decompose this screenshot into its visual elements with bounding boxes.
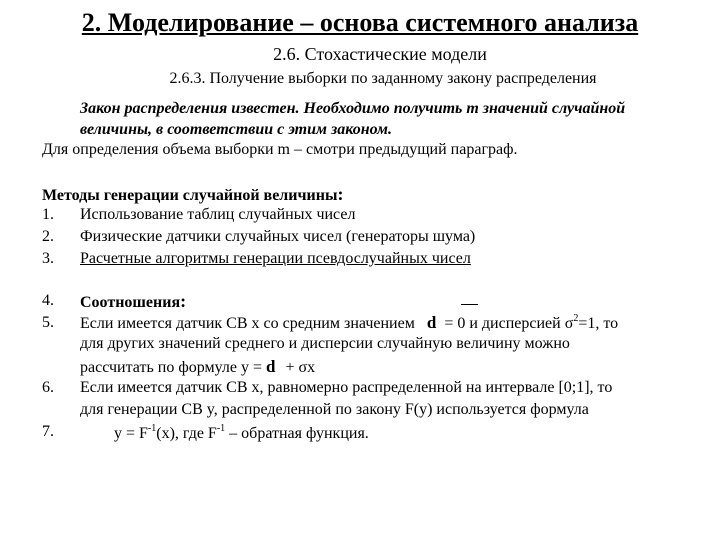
relations-heading-text: Соотношения bbox=[80, 294, 181, 311]
item5-line-2: для других значений среднего и дисперсии случайную величину можно bbox=[80, 335, 570, 352]
formula-part-b: (x), где F bbox=[156, 425, 217, 442]
list-item: Использование таблиц случайных чисел bbox=[80, 206, 356, 223]
methods-heading bbox=[42, 184, 343, 205]
list-number: 1. bbox=[42, 206, 54, 223]
mean-symbol: d bbox=[265, 357, 276, 376]
list-number: 3. bbox=[42, 250, 54, 267]
formula-superscript-1: -1 bbox=[147, 423, 157, 434]
relations-heading bbox=[80, 291, 186, 312]
list-item: Физические датчики случайных чисел (генераторы шума) bbox=[80, 228, 476, 245]
sample-size-note: Для определения объема выборки m – смотри предыдущий параграф. bbox=[42, 141, 518, 158]
item5-text-a: Если имеется датчик СВ x со средним значением bbox=[80, 315, 415, 332]
mean-overline bbox=[461, 304, 478, 305]
item5-text-c: =1, то bbox=[578, 315, 619, 332]
list-number: 5. bbox=[42, 314, 54, 331]
item5-text-b: = 0 и дисперсией bbox=[444, 315, 561, 332]
sigma-superscript: 2 bbox=[573, 313, 579, 324]
list-number: 7. bbox=[42, 423, 54, 440]
item6-line-1: Если имеется датчик СВ x, равномерно распределенной на интервале [0;1], то bbox=[80, 379, 613, 396]
item5-formula-b: + σx bbox=[285, 359, 316, 376]
list-number: 6. bbox=[42, 379, 54, 396]
list-number: 4. bbox=[42, 292, 54, 309]
intro-line-2: величины, в соответствии с этим законом. bbox=[80, 121, 392, 138]
item6-line-2: для генерации СВ y, распределенной по закону F(y) используется формула bbox=[80, 401, 589, 418]
intro-text bbox=[80, 98, 625, 140]
list-item: Расчетные алгоритмы генерации псевдослучайных чисел bbox=[80, 250, 471, 267]
formula-part-c: – обратная функция. bbox=[225, 425, 369, 442]
mean-symbol: d bbox=[426, 313, 437, 332]
section-heading: 2.6. Стохастические модели bbox=[273, 44, 487, 64]
relations-heading-colon: : bbox=[180, 291, 187, 311]
item5-line-1 bbox=[80, 313, 618, 333]
page-title: 2. Моделирование – основа системного анализа bbox=[81, 8, 639, 37]
item5-formula-a: рассчитать по формуле y = bbox=[80, 359, 262, 376]
inverse-formula bbox=[114, 423, 369, 443]
formula-part-a: y = F bbox=[114, 425, 148, 442]
formula-superscript-2: -1 bbox=[216, 423, 226, 434]
methods-heading-text: Методы генерации случайной величины bbox=[42, 187, 338, 204]
item5-line-3 bbox=[80, 357, 315, 377]
methods-heading-colon: : bbox=[337, 184, 344, 204]
sigma-symbol: σ bbox=[564, 315, 574, 332]
intro-line-1: Закон распределения известен. Необходимо получить m значений случайной bbox=[80, 100, 626, 117]
list-number: 2. bbox=[42, 228, 54, 245]
subsection-heading: 2.6.3. Получение выборки по заданному закону распределения bbox=[169, 70, 597, 87]
